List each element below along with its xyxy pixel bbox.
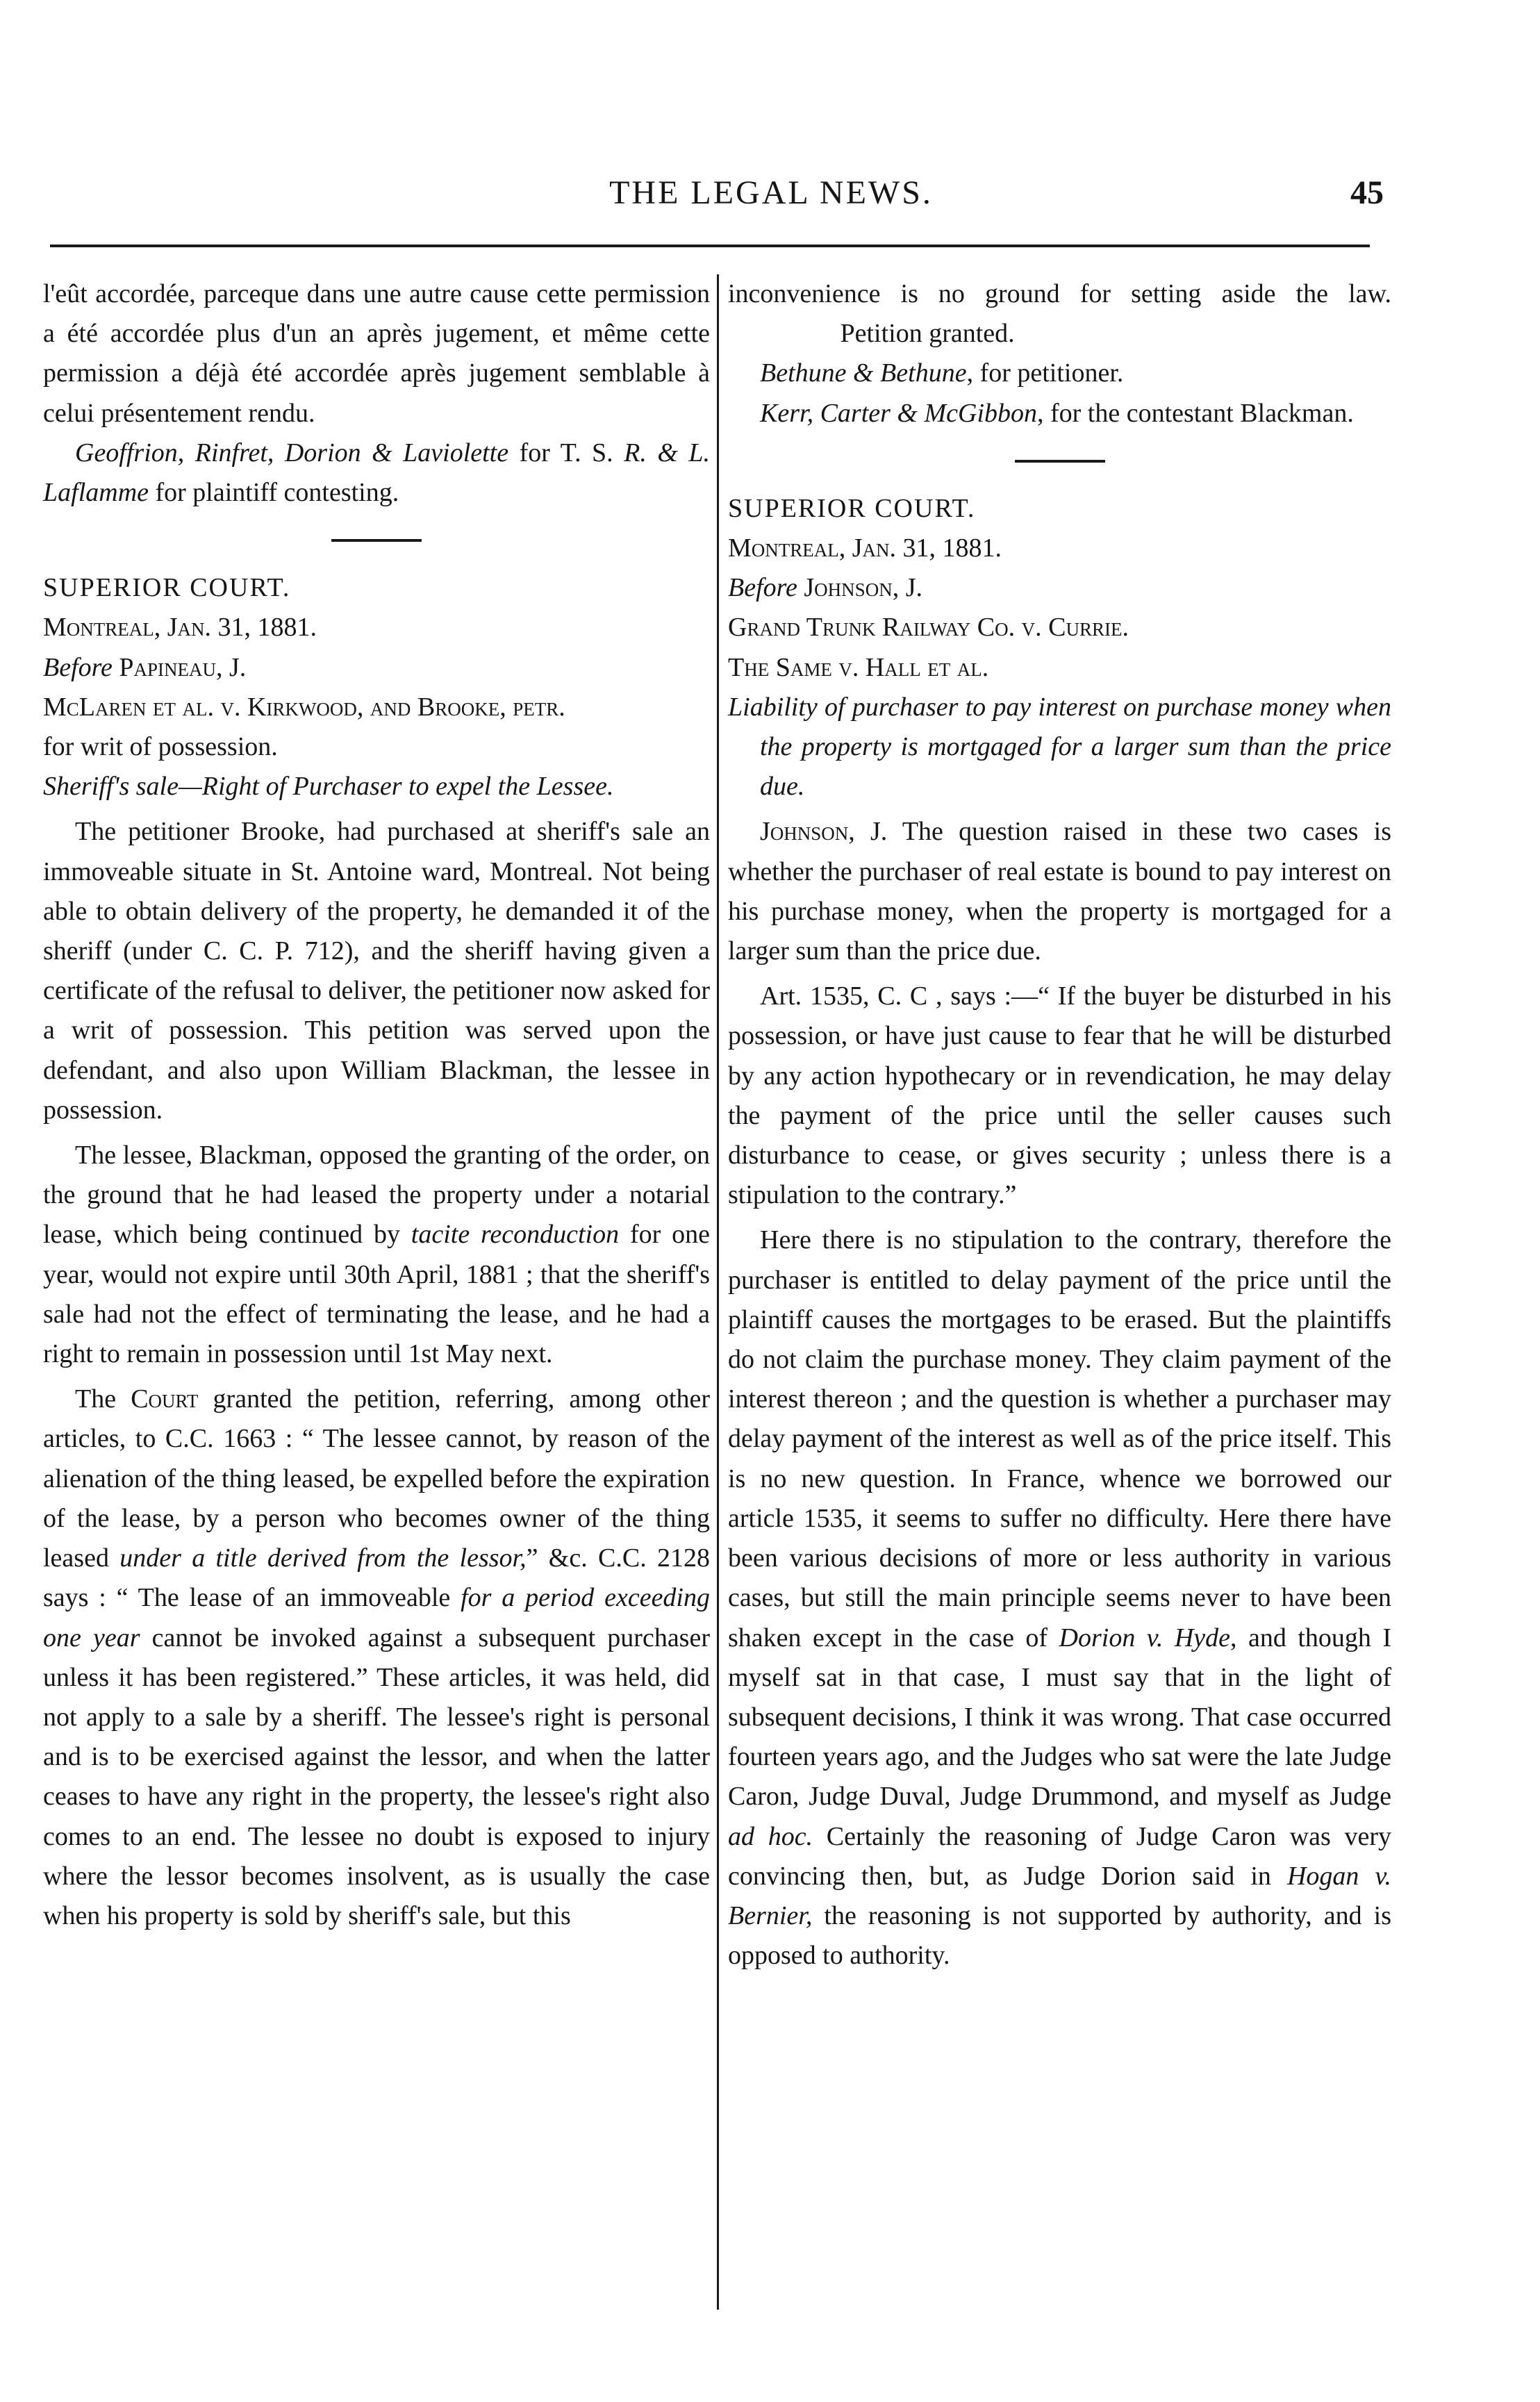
court-heading: SUPERIOR COURT. <box>728 493 976 523</box>
judge-name: Papineau, J. <box>119 652 247 682</box>
section-rule <box>1015 460 1105 463</box>
body-paragraph <box>728 812 1391 971</box>
page-number: 45 <box>1350 174 1384 211</box>
counsel-names: R. & L. Laflamme <box>43 438 711 508</box>
body-paragraph <box>43 1136 710 1374</box>
counsel-line <box>728 394 1391 433</box>
judge-name: Johnson, J. <box>804 573 922 603</box>
text-run: for one year, would not expire until 30th April, 1881 ; that the sheriff's sale had not the effect of terminating the lease, and he had a right to remain in possession until 1st May next. <box>43 1220 710 1369</box>
headnote-text: Sheriff's sale—Right of Purchaser to expel the Lessee. <box>43 772 614 802</box>
case-parties: The Same v. Hall et al. <box>728 652 989 682</box>
before-word: Before <box>728 573 797 603</box>
case-date: Montreal, Jan. 31, 1881. <box>43 613 317 643</box>
text-run: The question raised in these two cases is whether the purchaser of real estate is bound to pay interest on his purchase money, when the property is mortgaged for a larger sum than the price due. <box>728 817 1391 966</box>
case-date: Montreal, Jan. 31, 1881. <box>728 533 1002 563</box>
body-paragraph: The petitioner Brooke, had purchased at sheriff's sale an immoveable situate in St. Antoine ward, Montreal. Not being able to obtain delivery of the property, he demanded it of the sheriff (under C. C. P. 712), and the sheriff having given a certificate of the refusal to deliver, the petitioner now asked for a writ of possession. This petition was served upon the defendant, and also upon William Blackman, the lessee in possession. <box>43 817 710 1125</box>
text-run: ” &c. C.C. 2128 says : “ The lease of an immoveable <box>43 1543 711 1613</box>
court-heading: SUPERIOR COURT. <box>43 573 291 603</box>
counsel-role: , for the contestant Blackman. <box>1037 398 1354 428</box>
right-column <box>728 274 1391 1976</box>
italic-phrase: ad hoc. <box>728 1821 813 1851</box>
before-word: Before <box>43 652 113 682</box>
counsel-role: for plaintiff contesting. <box>149 478 399 508</box>
case-citation: Dorion v. Hyde <box>1059 1623 1231 1653</box>
text-run: cannot be invoked against a subsequent purchaser unless it has been registered.” These articles, it was held, did not apply to a sale by a sheriff. The lessee's right is personal and is to be exercised against the lessor, and when the latter ceases to have any right in the property, the lessee's right also comes to an end. The lessee no doubt is exposed to injury where the lessor becomes insolvent, as is usually the case when his property is sold by sheriff's sale, but this <box>43 1623 710 1930</box>
column-divider <box>717 274 719 2310</box>
counsel-line <box>728 354 1391 393</box>
case-parties: Grand Trunk Railway Co. v. Currie. <box>728 613 1129 643</box>
body-paragraph <box>43 1380 710 1936</box>
text-run: The <box>75 1384 131 1414</box>
page-header <box>0 174 1540 229</box>
text-run: Here there is no stipulation to the contrary, therefore the purchaser is entitled to delay payment of the price until the plaintiff causes the mortgages to be erased. But the plaintiffs do not claim the purchase money. They claim payment of the interest thereon ; and the question is whether a purchaser may delay payment of the interest as well as of the price itself. This is no new question. In France, whence we borrowed our article 1535, it seems to suffer no difficulty. Here there have been various decisions of more or less authority in various cases, but still the main principle seems never to have been shaken except in the case of <box>728 1225 1391 1653</box>
italic-phrase: tacite reconduction <box>411 1220 620 1250</box>
text-run: The lessee, Blackman, opposed the granting of the order, on the ground that he had leased the property under a notarial lease, which being continued by <box>43 1141 710 1250</box>
text-run: inconvenience is no ground for setting aside the law. <box>728 279 1391 308</box>
italic-phrase: for a period exceeding one year <box>43 1583 710 1653</box>
headnote <box>43 767 710 806</box>
case-parties: McLaren et al. v. Kirkwood, and Brooke, petr. <box>43 692 565 722</box>
counsel-names: Kerr, Carter & McGibbon <box>760 398 1037 428</box>
left-column <box>43 274 710 1936</box>
text-run: , and though I myself sat in that case, I must say that in the light of subsequent decisions, I think it was wrong. That case occurred fourteen years ago, and the Judges who sat were the late Judge Caron, Judge Duval, Judge Drummond, and myself as Judge <box>728 1623 1392 1812</box>
court-word: Court <box>131 1384 199 1414</box>
continued-paragraph: l'eût accordée, parceque dans une autre cause cette permission a été accordée plus d'un an après jugement, et même cette permission a déjà été accordée après jugement semblable à celui présentement rendu. <box>43 279 710 428</box>
counsel-role: , for petitioner. <box>966 358 1124 388</box>
text-run: Certainly the reasoning of Judge Caron was very convincing then, but, as Judge Dorion said in <box>728 1821 1391 1891</box>
headnote: Liability of purchaser to pay interest on purchase money when the property is mortgaged for a larger sum than the price due. <box>728 692 1391 802</box>
running-title: THE LEGAL NEWS. <box>609 174 933 211</box>
case-parties-cont: for writ of possession. <box>43 732 278 762</box>
counsel-names: Geoffrion, Rinfret, Dorion & Laviolette <box>75 438 509 467</box>
before-line <box>728 568 1391 608</box>
case-citation: Hogan v. Bernier, <box>728 1861 1391 1930</box>
section-rule <box>331 539 422 542</box>
before-line <box>43 648 710 688</box>
italic-phrase: under a title derived from the lessor, <box>119 1543 527 1573</box>
body-paragraph <box>728 1220 1391 1976</box>
judge-name: Johnson, J. <box>760 817 888 847</box>
body-paragraph: Art. 1535, C. C , says :—“ If the buyer be disturbed in his possession, or have just cause to fear that he will be disturbed by any action hypothecary or in revendication, he may delay the payment of the price until the seller causes such disturbance to cease, or gives security ; unless there is a stipulation to the contrary.” <box>728 981 1391 1210</box>
text-run: the reasoning is not supported by authority, and is opposed to authority. <box>728 1900 1391 1971</box>
text-run: granted the petition, referring, among other articles, to C.C. 1663 : “ The lessee cannot, by reason of the alienation of the thing leased, be expelled before the expiration of the lease, by a person who becomes owner of the thing leased <box>43 1384 711 1573</box>
counsel-role: for T. S. <box>508 438 613 467</box>
continued-paragraph <box>728 274 1391 354</box>
ruling: Petition granted. <box>840 319 1015 349</box>
counsel-line <box>43 433 710 513</box>
counsel-names: Bethune & Bethune <box>760 358 967 388</box>
header-rule <box>50 245 1370 247</box>
